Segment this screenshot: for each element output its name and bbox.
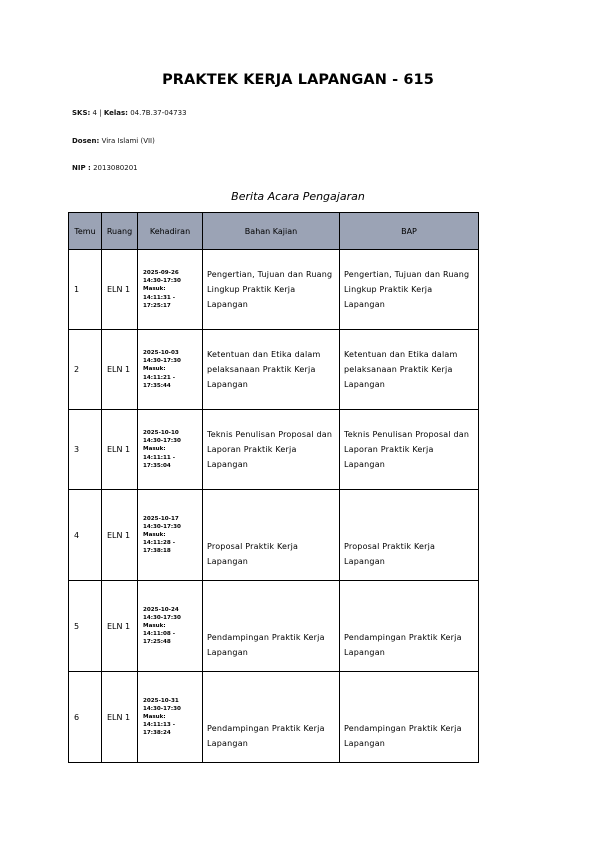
attendance-time: 14:30-17:30: [143, 278, 181, 285]
cell-ruang: ELN 1: [102, 410, 138, 490]
attendance-date: 2025-10-24: [143, 606, 179, 613]
table-row: [69, 250, 479, 330]
attendance-date: 2025-10-17: [143, 515, 179, 522]
cell-bap: Pendampingan Praktik Kerja Lapangan: [340, 672, 479, 763]
attendance-masuk-label: Masuk:: [143, 366, 166, 373]
cell-kehadiran: [138, 250, 203, 330]
cell-ruang: ELN 1: [102, 250, 138, 330]
attendance-out: 17:25:17: [143, 302, 171, 309]
kelas-label: Kelas:: [103, 109, 128, 117]
cell-bahan-kajian: Pendampingan Praktik Kerja Lapangan: [203, 672, 340, 763]
attendance-masuk-label: Masuk:: [143, 622, 166, 629]
attendance-in: 14:11:08 -: [143, 631, 176, 638]
document-title: PRAKTEK KERJA LAPANGAN - 615: [162, 72, 434, 88]
cell-bahan-kajian: Pendampingan Praktik Kerja Lapangan: [203, 581, 340, 672]
cell-bahan-kajian: Teknis Penulisan Proposal dan Laporan Praktik Kerja Lapangan: [203, 410, 340, 490]
dosen-line: [72, 137, 155, 145]
cell-kehadiran: [138, 581, 203, 672]
header-ruang: Ruang: [102, 213, 138, 250]
header-kehadiran: Kehadiran: [138, 213, 203, 250]
cell-temu: 6: [69, 672, 102, 763]
cell-bap: Ketentuan dan Etika dalam pelaksanaan Praktik Kerja Lapangan: [340, 330, 479, 410]
attendance-time: 14:30-17:30: [143, 705, 181, 712]
attendance-date: 2025-09-26: [143, 270, 179, 277]
cell-bap: Teknis Penulisan Proposal dan Laporan Praktik Kerja Lapangan: [340, 410, 479, 490]
cell-ruang: ELN 1: [102, 490, 138, 581]
sks-kelas-line: SKS: 4 | Kelas: 04.7B.37-04733: [72, 109, 187, 117]
attendance-in: 14:11:21 -: [143, 374, 176, 381]
header-bahan-kajian: Bahan Kajian: [203, 213, 340, 250]
cell-bap: Pengertian, Tujuan dan Ruang Lingkup Praktik Kerja Lapangan: [340, 250, 479, 330]
table-row: [69, 490, 479, 581]
attendance-masuk-label: Masuk:: [143, 713, 166, 720]
attendance-date: 2025-10-03: [143, 350, 179, 357]
attendance-masuk-label: Masuk:: [143, 286, 166, 293]
attendance-in: 14:11:11 -: [143, 454, 176, 461]
cell-temu: 4: [69, 490, 102, 581]
nip-line: [72, 164, 138, 172]
attendance-time: 14:30-17:30: [143, 614, 181, 621]
cell-kehadiran: [138, 330, 203, 410]
cell-kehadiran: [138, 410, 203, 490]
header-bap: BAP: [340, 213, 479, 250]
attendance-masuk-label: Masuk:: [143, 446, 166, 453]
cell-ruang: ELN 1: [102, 672, 138, 763]
cell-ruang: ELN 1: [102, 581, 138, 672]
table-row: [69, 410, 479, 490]
header-temu: Temu: [69, 213, 102, 250]
table-header-row: [69, 213, 479, 250]
attendance-date: 2025-10-31: [143, 697, 179, 704]
attendance-out: 17:38:24: [143, 730, 171, 737]
attendance-date: 2025-10-10: [143, 430, 179, 437]
table-caption: Berita Acara Pengajaran: [231, 190, 365, 203]
cell-bahan-kajian: Pengertian, Tujuan dan Ruang Lingkup Praktik Kerja Lapangan: [203, 250, 340, 330]
table-row: [69, 330, 479, 410]
cell-kehadiran: [138, 672, 203, 763]
cell-temu: 5: [69, 581, 102, 672]
attendance-time: 14:30-17:30: [143, 523, 181, 530]
cell-temu: 3: [69, 410, 102, 490]
bap-table: [68, 212, 479, 763]
cell-temu: 2: [69, 330, 102, 410]
table-row: [69, 581, 479, 672]
attendance-time: 14:30-17:30: [143, 358, 181, 365]
attendance-out: 17:38:18: [143, 548, 171, 555]
attendance-time: 14:30-17:30: [143, 438, 181, 445]
cell-ruang: ELN 1: [102, 330, 138, 410]
cell-kehadiran: [138, 490, 203, 581]
attendance-in: 14:11:13 -: [143, 722, 176, 729]
cell-bahan-kajian: Ketentuan dan Etika dalam pelaksanaan Praktik Kerja Lapangan: [203, 330, 340, 410]
cell-bap: Pendampingan Praktik Kerja Lapangan: [340, 581, 479, 672]
dosen-label: Dosen:: [72, 137, 100, 145]
attendance-out: 17:35:04: [143, 462, 171, 469]
sks-label: SKS:: [72, 109, 91, 117]
attendance-masuk-label: Masuk:: [143, 531, 166, 538]
kelas-value: 04.7B.37-04733: [130, 109, 187, 117]
attendance-out: 17:25:48: [143, 639, 171, 646]
cell-bahan-kajian: Proposal Praktik Kerja Lapangan: [203, 490, 340, 581]
sks-value: 4: [92, 109, 98, 117]
cell-bap: Proposal Praktik Kerja Lapangan: [340, 490, 479, 581]
attendance-in: 14:11:28 -: [143, 540, 176, 547]
dosen-value: Vira Islami (VII): [101, 137, 155, 145]
cell-temu: 1: [69, 250, 102, 330]
table-row: [69, 672, 479, 763]
attendance-in: 14:11:31 -: [143, 294, 176, 301]
attendance-out: 17:35:44: [143, 382, 171, 389]
nip-value: 2013080201: [93, 164, 138, 172]
nip-label: NIP :: [72, 164, 91, 172]
